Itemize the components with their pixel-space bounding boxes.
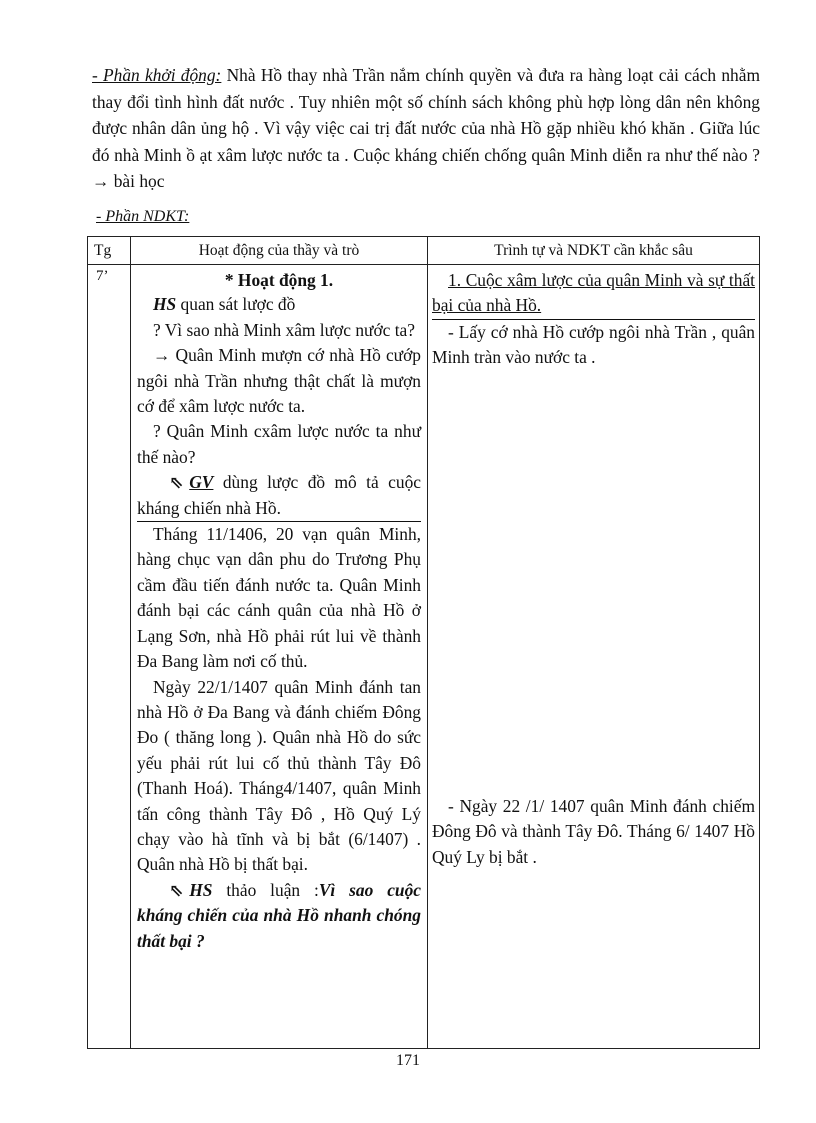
- content-item-1: - Lấy cớ nhà Hồ cướp ngôi nhà Trần , quân Minh tràn vào nước ta .: [432, 321, 755, 368]
- content-cell: [428, 265, 760, 1049]
- header-tg: Tg: [88, 237, 131, 265]
- table-header-row: [88, 237, 760, 265]
- question-2: ? Quân Minh cxâm lược nước ta như thế nào?: [137, 421, 421, 467]
- page-number: 171: [396, 1052, 420, 1069]
- paragraph-2: Ngày 22/1/1407 quân Minh đánh tan nhà Hồ ở Đa Bang và đánh chiếm Đông Đo ( thăng long ). Quân nhà Hồ do sức yếu phải rút lui cố thủ thành Tây Đô (Thanh Hoá). Tháng4/1407, quân Minh tấn công thành Tây Đô , Hồ Quý Lý chạy vào hà tĩnh và bị bắt (6/1407) . Quân nhà Hồ bị thất bại.: [137, 676, 421, 875]
- header-content: Trình tự và NDKT cần khắc sâu: [428, 237, 760, 265]
- table-row: [88, 265, 760, 1049]
- intro-paragraph: [92, 62, 760, 195]
- paragraph-1: Tháng 11/1406, 20 vạn quân Minh, hàng chục vạn dân phu do Trương Phụ cầm đầu tiến đánh nước ta. Quân Minh đánh bại các cánh quân của nhà Hồ ở Lạng Sơn, nhà Hồ phải rút lui về thành Đa Bang làm nơi cố thủ.: [137, 524, 421, 672]
- ndkt-section-label: - Phần NDKT:: [96, 208, 190, 225]
- tg-cell: 7’: [88, 265, 131, 1049]
- content-heading: 1. Cuộc xâm lược của quân Minh và sự thất bại của nhà Hồ.: [432, 268, 755, 320]
- intro-text: Nhà Hồ thay nhà Trần nắm chính quyền và đưa ra hàng loạt cải cách nhằm thay đổi tình hình đất nước . Tuy nhiên một số chính sách không phù hợp lòng dân nên không được nhân dân ủng hộ . Vì vậy việc cai trị đất nước của nhà Hồ gặp nhiều khó khăn . Giữa lúc đó nhà Minh ồ ạt xâm lược nước ta . Cuộc kháng chiến chống quân Minh diễn ra như thế nào ? → bài học: [92, 65, 760, 191]
- intro-label: - Phần khởi động:: [92, 65, 222, 85]
- activity-cell: [131, 265, 428, 1049]
- lesson-table: [87, 236, 760, 1049]
- hs-observe: HS quan sát lược đồ: [153, 294, 296, 315]
- header-activity: Hoạt động của thầy và trò: [131, 237, 428, 265]
- content-item-2: - Ngày 22 /1/ 1407 quân Minh đánh chiếm Đông Đô và thành Tây Đô. Tháng 6/ 1407 Hồ Quý Ly bị bắt .: [432, 796, 755, 867]
- hs-discussion: ⇖ HS thảo luận :Vì sao cuộc kháng chiến của nhà Hồ nhanh chóng thất bại ?: [137, 879, 421, 951]
- pointer-arrow-icon: ⇖: [169, 473, 184, 493]
- activity-title: * Hoạt động 1.: [224, 270, 334, 290]
- answer-1: → Quân Minh mượn cớ nhà Hồ cướp ngôi nhà Trần nhưng thật chất là mượn cớ để xâm lược nước ta.: [137, 345, 421, 417]
- gv-instruction: ⇖ GV dùng lược đồ mô tả cuộc kháng chiến nhà Hồ.: [137, 470, 421, 522]
- pointer-arrow-icon: ⇖: [169, 880, 184, 900]
- question-1: ? Vì sao nhà Minh xâm lược nước ta?: [153, 319, 415, 340]
